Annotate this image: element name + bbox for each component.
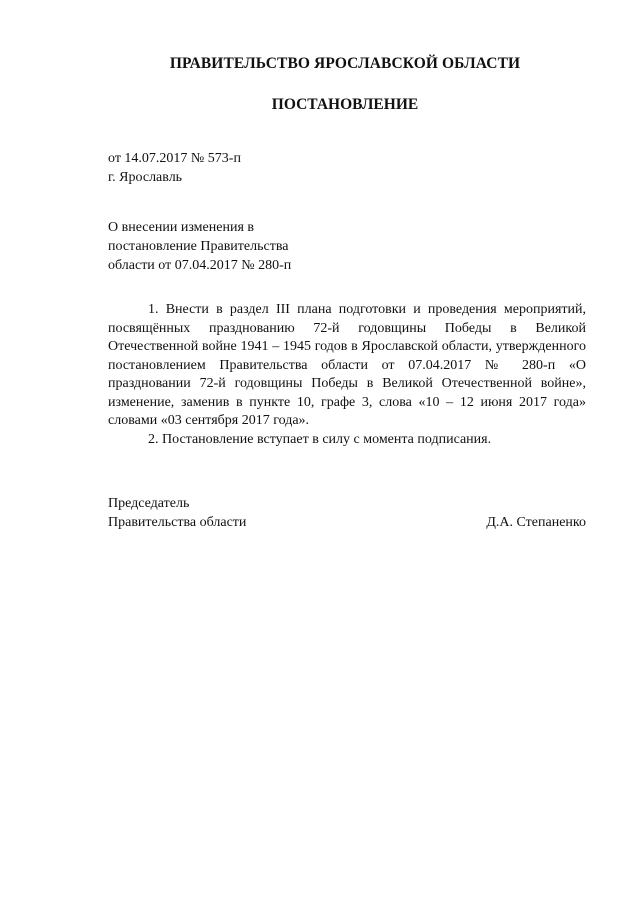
paragraph-2: 2. Постановление вступает в силу с момента подписания. bbox=[148, 431, 492, 447]
subject-line: области от 07.04.2017 № 280-п bbox=[108, 258, 292, 273]
document-type-heading: ПОСТАНОВЛЕНИЕ bbox=[271, 96, 419, 113]
subject-line: постановление Правительства bbox=[108, 239, 289, 254]
date-number: от 14.07.2017 № 573-п bbox=[108, 151, 241, 166]
paragraph-1: 1. Внести в раздел III плана подготовки и проведения мероприятий, посвящённых празднованию 72-й годовщины Победы в Великой Отечественной войне 1941 – 1945 годов в Ярославской области, утвержденного постановлением Правительства области от 07.04.2017 № 280-п «О праздновании 72-й годовщины Победы в Великой Отечественной войне», изменение, заменив в пункте 10, графе 3, слова «10 – 12 июня 2017 года» словами «03 сентября 2017 года». bbox=[108, 302, 586, 428]
document-meta bbox=[108, 149, 241, 187]
signature-row bbox=[108, 513, 586, 532]
signer-title-line-2: Правительства области bbox=[108, 515, 247, 530]
organization-heading: ПРАВИТЕЛЬСТВО ЯРОСЛАВСКОЙ ОБЛАСТИ bbox=[169, 55, 521, 72]
city: г. Ярославль bbox=[108, 170, 183, 185]
signer-name: Д.А. Степаненко bbox=[486, 515, 586, 530]
subject-line: О внесении изменения в bbox=[108, 220, 254, 235]
signature-block bbox=[108, 494, 586, 532]
signer-title-line-1: Председатель bbox=[108, 496, 190, 511]
body-text bbox=[108, 301, 586, 449]
subject-block bbox=[108, 218, 291, 275]
